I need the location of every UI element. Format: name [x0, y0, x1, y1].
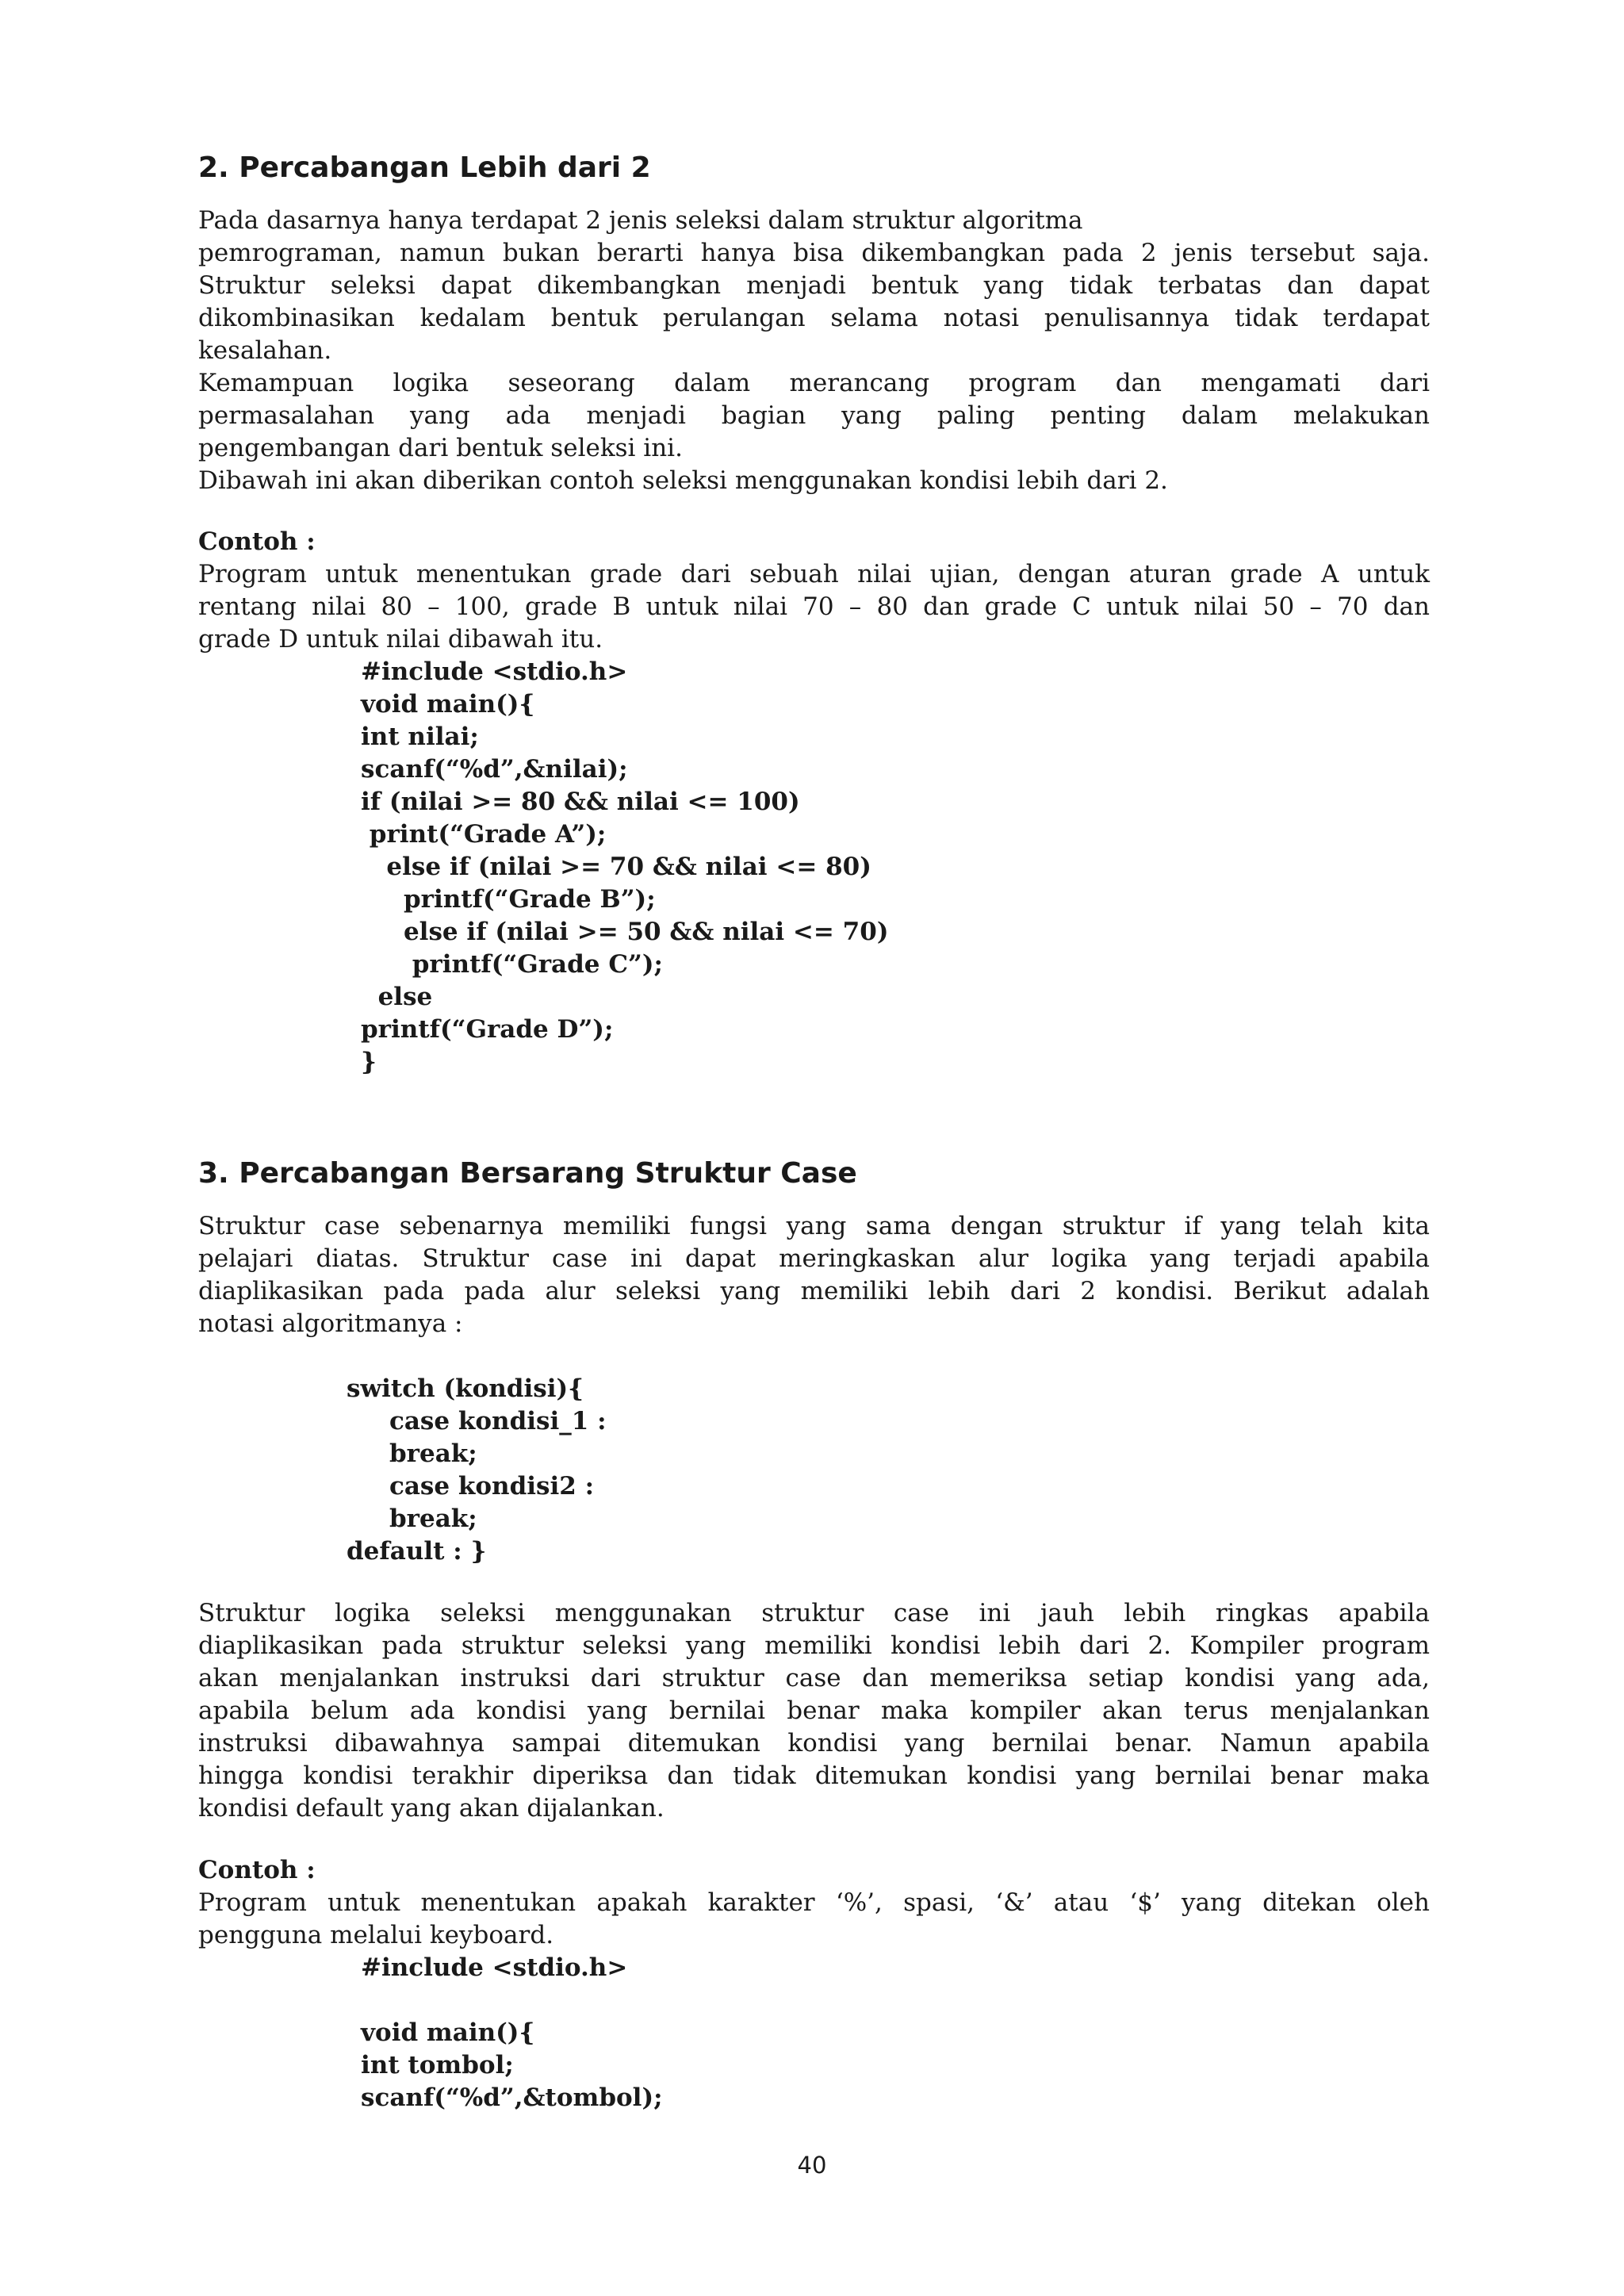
- text-line: permasalahan yang ada menjadi bagian yang paling penting dalam melakukan: [198, 401, 1430, 430]
- code-line: else: [361, 983, 433, 1011]
- code-line: else if (nilai >= 70 && nilai <= 80): [361, 853, 871, 881]
- section-3-code-block: [361, 1952, 663, 2114]
- text-line: Struktur logika seleksi menggunakan struktur case ini jauh lebih ringkas apabila: [198, 1599, 1430, 1627]
- code-line: void main(){: [361, 2018, 535, 2047]
- page-number: 40: [797, 2152, 827, 2179]
- text-line: Pada dasarnya hanya terdapat 2 jenis seleksi dalam struktur algoritma: [198, 206, 1083, 235]
- text-line: grade D untuk nilai dibawah itu.: [198, 625, 603, 654]
- section-2-example-label: Contoh :: [198, 527, 316, 556]
- text-line: dikombinasikan kedalam bentuk perulangan selama notasi penulisannya tidak terdapat: [198, 304, 1430, 332]
- code-line: case kondisi_1 :: [347, 1407, 607, 1435]
- section-3-syntax-block: [347, 1373, 607, 1568]
- code-line: void main(){: [361, 690, 535, 719]
- text-line: Struktur seleksi dapat dikembangkan menjadi bentuk yang tidak terbatas dan dapat: [198, 271, 1430, 300]
- section-3-explanation: [198, 1597, 1430, 1825]
- text-line: Kemampuan logika seseorang dalam merancang program dan mengamati dari: [198, 369, 1430, 397]
- text-line: pengembangan dari bentuk seleksi ini.: [198, 434, 683, 462]
- text-line: notasi algoritmanya :: [198, 1309, 463, 1338]
- code-line: int tombol;: [361, 2051, 514, 2079]
- section-3-intro: [198, 1210, 1430, 1340]
- code-line: break;: [347, 1504, 477, 1533]
- code-line: scanf(“%d”,&tombol);: [361, 2083, 663, 2112]
- text-line: kondisi default yang akan dijalankan.: [198, 1794, 665, 1823]
- code-line: #include <stdio.h>: [361, 1953, 628, 1982]
- section-3-heading: 3. Percabangan Bersarang Struktur Case: [198, 1157, 857, 1190]
- text-line: hingga kondisi terakhir diperiksa dan tidak ditemukan kondisi yang bernilai benar maka: [198, 1761, 1430, 1790]
- section-3-example-description: [198, 1887, 1430, 1952]
- text-line: apabila belum ada kondisi yang bernilai benar maka kompiler akan terus menjalankan: [198, 1696, 1430, 1725]
- code-line: int nilai;: [361, 723, 479, 751]
- text-line: diaplikasikan pada pada alur seleksi yang memiliki lebih dari 2 kondisi. Berikut adalah: [198, 1277, 1430, 1305]
- code-line: }: [361, 1048, 377, 1076]
- section-3-example-label: Contoh :: [198, 1856, 316, 1884]
- code-line: print(“Grade A”);: [361, 820, 607, 849]
- code-line: printf(“Grade B”);: [361, 885, 656, 914]
- text-line: rentang nilai 80 – 100, grade B untuk nilai 70 – 80 dan grade C untuk nilai 50 – 70 dan: [198, 592, 1430, 621]
- text-line: instruksi dibawahnya sampai ditemukan kondisi yang bernilai benar. Namun apabila: [198, 1729, 1430, 1757]
- code-line: [361, 1984, 663, 2017]
- text-line: Struktur case sebenarnya memiliki fungsi yang sama dengan struktur if yang telah kita: [198, 1212, 1430, 1240]
- code-line: break;: [347, 1439, 477, 1468]
- section-2-heading: 2. Percabangan Lebih dari 2: [198, 151, 651, 184]
- section-2-code-block: [361, 656, 889, 1079]
- text-line: kesalahan.: [198, 336, 332, 365]
- code-line: printf(“Grade C”);: [361, 950, 663, 979]
- text-line: akan menjalankan instruksi dari struktur case dan memeriksa setiap kondisi yang ada,: [198, 1664, 1430, 1692]
- code-line: default : }: [347, 1537, 487, 1566]
- text-line: pengguna melalui keyboard.: [198, 1921, 554, 1949]
- section-2-intro: [198, 205, 1430, 497]
- text-line: Dibawah ini akan diberikan contoh seleksi menggunakan kondisi lebih dari 2.: [198, 466, 1168, 495]
- text-line: Program untuk menentukan apakah karakter ‘%’, spasi, ‘&’ atau ‘$’ yang ditekan oleh: [198, 1888, 1430, 1917]
- text-line: pelajari diatas. Struktur case ini dapat meringkaskan alur logika yang terjadi apabila: [198, 1244, 1430, 1273]
- code-line: case kondisi2 :: [347, 1472, 595, 1501]
- code-line: switch (kondisi){: [347, 1374, 584, 1403]
- text-line: pemrograman, namun bukan berarti hanya bisa dikembangkan pada 2 jenis tersebut saja.: [198, 239, 1430, 267]
- code-line: else if (nilai >= 50 && nilai <= 70): [361, 918, 889, 946]
- code-line: printf(“Grade D”);: [361, 1015, 614, 1044]
- code-line: scanf(“%d”,&nilai);: [361, 755, 628, 784]
- code-line: #include <stdio.h>: [361, 657, 628, 686]
- text-line: Program untuk menentukan grade dari sebuah nilai ujian, dengan aturan grade A untuk: [198, 560, 1430, 588]
- text-line: diaplikasikan pada struktur seleksi yang memiliki kondisi lebih dari 2. Kompiler program: [198, 1631, 1430, 1660]
- code-line: if (nilai >= 80 && nilai <= 100): [361, 788, 800, 816]
- section-2-example-description: [198, 558, 1430, 656]
